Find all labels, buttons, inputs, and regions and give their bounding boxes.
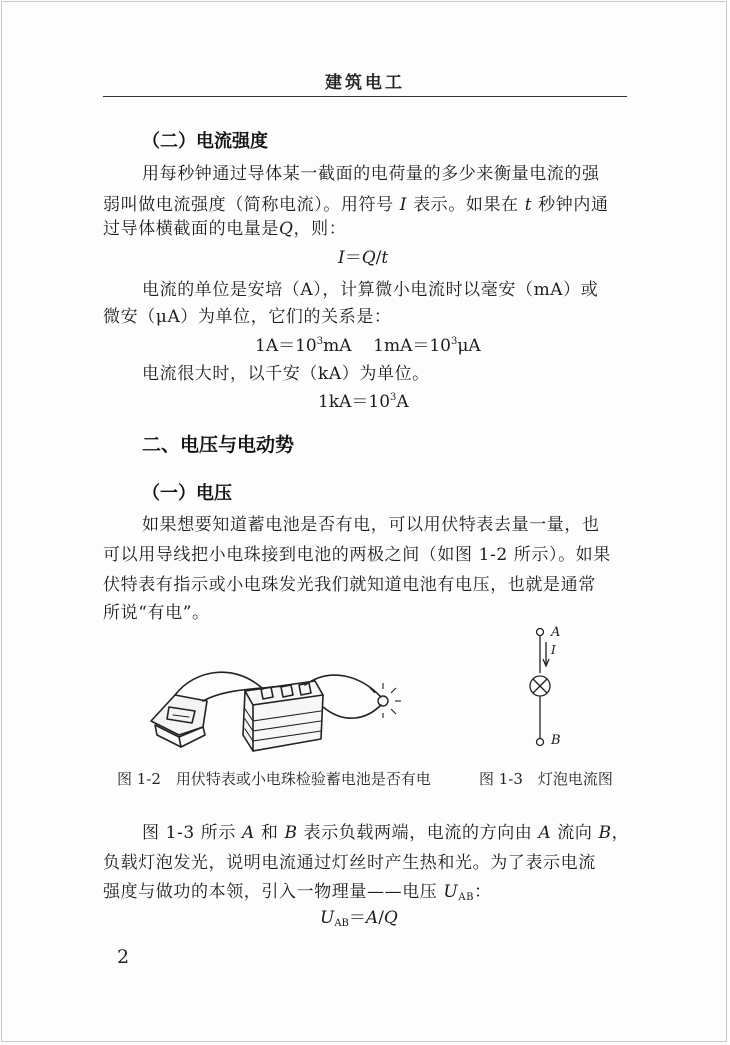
heading-current-intensity: （二）电流强度	[142, 131, 268, 152]
header-rule	[103, 96, 627, 97]
formula-kiloampere: $1kA=10^3A$	[318, 392, 409, 412]
formula-unit-relations: $1A=10^3mA$ $1mA=10^3\mu A$	[255, 336, 481, 356]
body-line: 如果想要知道蓄电池是否有电，可以用伏特表去量一量，也	[142, 515, 600, 535]
node-label-a: A	[551, 625, 561, 640]
heading-voltage: （一）电压	[142, 483, 232, 504]
body-line: 强度与做功的本领，引入一物理量——电压 $U_{AB}$：	[103, 882, 492, 903]
body-line: 过导体横截面的电量是Q，则：	[103, 219, 347, 239]
body-line: 所说“有电”。	[103, 603, 210, 623]
body-line: 可以用导线把小电珠接到电池的两极之间（如图 1-2 所示）。如果	[103, 545, 611, 565]
body-line: 电流很大时，以千安（kA）为单位。	[142, 364, 430, 384]
body-line: 伏特表有指示或小电珠发光我们就知道电池有电压，也就是通常	[103, 575, 596, 595]
body-line: 电流的单位是安培（A），计算微小电流时以毫安（mA）或	[142, 280, 599, 300]
heading-voltage-emf: 二、电压与电动势	[142, 434, 295, 456]
body-line: 用每秒钟通过导体某一截面的电荷量的多少来衡量电流的强	[142, 164, 600, 184]
body-line: 图 1-3 所示 A 和 B 表示负载两端，电流的方向由 A 流向 B，	[142, 823, 630, 843]
formula-voltage: $U_{AB}=A/Q$	[320, 908, 398, 929]
figure-caption-1-2: 图 1-2 用伏特表或小电珠检验蓄电池是否有电	[117, 770, 431, 788]
node-label-b: B	[551, 733, 561, 748]
figure-caption-1-3: 图 1-3 灯泡电流图	[479, 770, 613, 788]
running-head: 建筑电工	[325, 73, 405, 93]
body-line: 微安（μA）为单位，它们的关系是：	[103, 307, 392, 327]
body-line: 负载灯泡发光，说明电流通过灯丝时产生热和光。为了表示电流	[103, 853, 596, 873]
current-label: I	[551, 643, 556, 657]
bulb-current-diagram	[520, 620, 580, 755]
body-line: 弱叫做电流强度（简称电流）。用符号 I 表示。如果在 t 秒钟内通	[103, 195, 609, 215]
battery-voltmeter-bulb-illustration	[145, 655, 405, 765]
formula-current: I＝Q/t	[338, 248, 389, 268]
page-number: 2	[117, 946, 130, 968]
